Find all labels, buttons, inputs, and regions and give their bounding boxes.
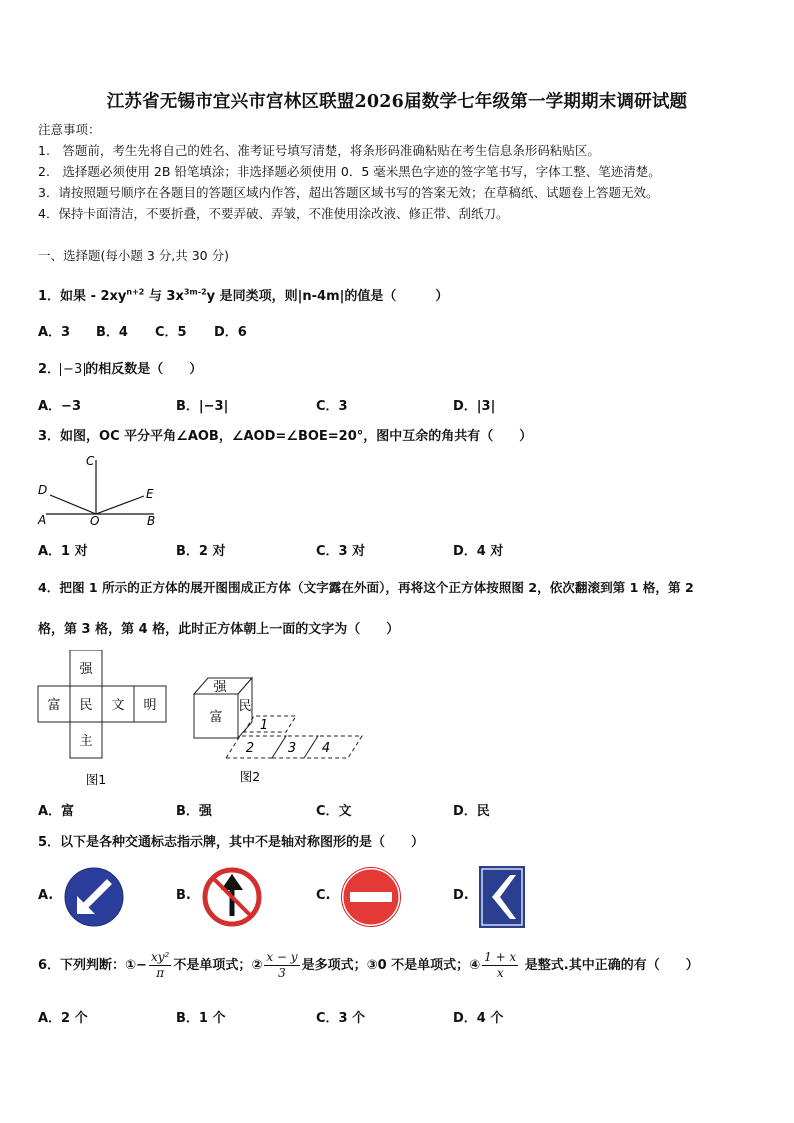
q2-option-d[interactable]: D．|3| [453,399,496,414]
q4-option-c[interactable]: C．文 [316,804,352,819]
q5-option-c[interactable]: C. [316,888,331,903]
q6-frac2-den: 3 [278,966,286,980]
cell-1: 1 [259,718,269,733]
cube-rolling-figure [190,674,370,786]
net-left-char: 富 [47,698,61,713]
q6-fraction-1 [149,950,171,981]
question-4-line-1: 4．把图 1 所示的正方体的展开图围成正方体（文字露在外面），再将这个正方体按照图 2，依次翻滚到第 1 格，第 2 [38,580,694,595]
q4-option-d[interactable]: D．民 [453,804,490,819]
q6-text-0: 6．下列判断：①− [38,958,147,973]
q1-option-d[interactable]: D．6 [214,325,247,340]
label-o: O [90,514,100,528]
q5-option-b[interactable]: B. [176,888,191,903]
notes-header: 注意事项： [38,122,101,137]
q1-number: 1． [38,289,61,304]
page-title: 江苏省无锡市宜兴市宫林区联盟2026届数学七年级第一学期期末调研试题 [106,92,688,112]
q6-frac1-den: π [156,966,165,980]
q6-text-3: 是整式.其中正确的有（ ） [520,958,699,973]
q1-option-c[interactable]: C．5 [155,325,187,340]
q2-number: 2． [38,362,61,377]
q6-text-2: 是多项式；③0 不是单项式；④ [301,958,481,973]
cube-net-figure [36,650,172,790]
net-right1-char: 文 [111,698,125,713]
label-a: A [38,513,47,527]
q6-frac1-num: xy² [150,950,170,964]
cell-2: 2 [245,741,255,756]
q2-option-b[interactable]: B．|−3| [176,399,229,414]
net-center-char: 民 [79,698,93,713]
q3-option-a[interactable]: A．1 对 [38,544,88,559]
note-item-4: 4．保持卡面清洁，不要折叠，不要弄破、弄皱，不准使用涂改液、修正带、刮纸刀。 [38,206,509,221]
net-right2-char: 明 [143,698,157,713]
label-e: E [146,487,154,501]
q2-option-a[interactable]: A．−3 [38,399,81,414]
q5-sign-a-blue-arrow-icon [63,866,125,928]
cell-3: 3 [287,741,297,756]
net-bottom-char: 主 [79,734,93,749]
section-heading: 一、选择题(每小题 3 分,共 30 分) [38,248,229,263]
q5-option-d[interactable]: D. [453,888,469,903]
q6-option-c[interactable]: C．3 个 [316,1011,366,1026]
q6-frac3-num: 1 + x [484,950,517,964]
question-2 [38,358,202,377]
fig2-caption: 图2 [239,769,261,784]
q5-sign-b-no-straight-icon [201,866,263,928]
q1-option-b[interactable]: B．4 [96,325,128,340]
q1-option-a[interactable]: A．3 [38,325,71,340]
q3-option-b[interactable]: B．2 对 [176,544,226,559]
q3-option-c[interactable]: C．3 对 [316,544,366,559]
cell-4: 4 [321,741,331,756]
q6-fraction-3 [482,950,518,981]
q3-option-d[interactable]: D．4 对 [453,544,504,559]
q4-option-b[interactable]: B．强 [176,804,212,819]
q6-text-1: 不是单项式；② [173,958,263,973]
q6-frac2-num: x − y [266,950,298,964]
q2-option-c[interactable]: C．3 [316,399,348,414]
label-b: B [147,514,156,528]
q3-angle-figure [34,450,164,530]
q2-text: 的相反数是（ ） [85,362,203,377]
q1-text-3: y 是同类项，则|n-4m|的值是（ ） [206,289,449,304]
q5-sign-d-chevron-icon [478,865,526,929]
label-c: C [86,454,95,468]
cube-top-char: 强 [213,680,227,695]
question-6 [38,950,699,981]
q5-option-a[interactable]: A. [38,888,54,903]
cube-side-char: 民 [238,699,252,714]
q6-option-b[interactable]: B．1 个 [176,1011,226,1026]
question-3: 3．如图，OC 平分平角∠AOB，∠AOD=∠BOE=20°，图中互余的角共有（ ） [38,429,533,444]
q6-fraction-2 [264,950,299,981]
label-d: D [38,483,48,497]
question-1 [38,285,448,304]
q6-option-d[interactable]: D．4 个 [453,1011,504,1026]
cube-front-char: 富 [209,710,223,725]
q4-option-a[interactable]: A．富 [38,804,75,819]
q1-sup-2: 3m-2 [183,287,207,297]
q1-sup-1: n+2 [126,287,145,297]
q2-abs-value: −3 [60,363,85,376]
note-item-1: 1. 答题前，考生先将自己的姓名、准考证号填写清楚，将条形码准确粘贴在考生信息条形码粘贴区。 [38,143,600,158]
question-4-line-2: 格，第 3 格，第 4 格，此时正方体朝上一面的文字为（ ） [38,622,400,637]
q6-frac3-den: x [496,966,504,980]
question-5: 5．以下是各种交通标志指示牌，其中不是轴对称图形的是（ ） [38,835,425,850]
q5-sign-c-no-entry-icon [340,866,402,928]
q6-option-a[interactable]: A．2 个 [38,1011,88,1026]
note-item-2: 2. 选择题必须使用 2B 铅笔填涂；非选择题必须使用 0．5 毫米黑色字迹的签字笔书写，字体工整、笔迹清楚。 [38,164,661,179]
net-top-char: 强 [79,662,93,677]
fig1-caption: 图1 [85,772,107,787]
q1-text-1: 如果 - 2xy [60,289,127,304]
q1-text-2: 与 3x [144,289,184,304]
note-item-3: 3．请按照题号顺序在各题目的答题区域内作答，超出答题区域书写的答案无效；在草稿纸、试题卷上答题无效。 [38,185,659,200]
